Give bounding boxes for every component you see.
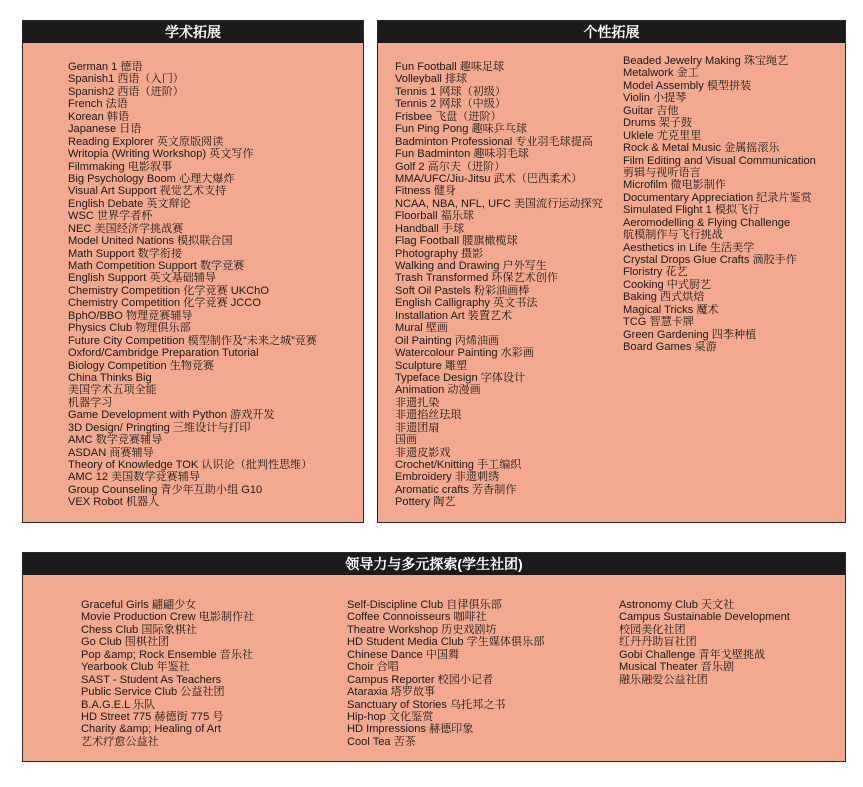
list-item: B.A.G.E.L 乐队 <box>81 698 156 711</box>
list-item: Group Counseling 青少年互助小组 G10 <box>68 483 263 496</box>
list-item: 非遗扎染 <box>395 396 440 409</box>
list-item: Violin 小提琴 <box>623 92 687 105</box>
list-item: 红丹丹助盲社团 <box>619 636 697 649</box>
list-item: English Calligraphy 英文书法 <box>395 297 538 310</box>
academic-panel <box>22 20 364 523</box>
list-item: Chemistry Competition 化学竞赛 UKChO <box>68 284 269 297</box>
list-item: Mural 壁画 <box>395 322 449 335</box>
list-item: BphO/BBO 物理竞赛辅导 <box>68 309 193 322</box>
list-item: HD Impressions 赫德印象 <box>347 723 474 736</box>
list-item: Choir 合唱 <box>347 661 399 674</box>
list-item: Badminton Professional 专业羽毛球提高 <box>395 135 593 148</box>
list-item: Reading Explorer 英文原版阅读 <box>68 135 224 148</box>
list-item: Fun Football 趣味足球 <box>395 61 505 73</box>
list-item: Guitar 吉他 <box>623 104 679 117</box>
list-item: AMC 12 美国数学竞赛辅导 <box>68 471 200 484</box>
list-item: Oxford/Cambridge Preparation Tutorial <box>68 347 259 360</box>
list-item: TCG 智慧卡牌 <box>623 316 694 329</box>
list-item: Fitness 健身 <box>395 185 457 198</box>
list-item: NEC 美国经济学挑战赛 <box>68 222 184 235</box>
list-item: Self-Discipline Club 自律俱乐部 <box>347 599 502 611</box>
list-item: HD Student Media Club 学生媒体俱乐部 <box>347 636 545 649</box>
list-item: Microfilm 微电影制作 <box>623 179 726 192</box>
leadership-list-col3 <box>619 599 790 686</box>
list-item: Go Club 围棋社团 <box>81 636 170 649</box>
list-item: 剪辑与视听语言 <box>623 166 701 179</box>
list-item: Cooking 中式厨艺 <box>623 278 712 291</box>
list-item: Physics Club 物理俱乐部 <box>68 322 191 335</box>
list-item: Board Games 桌游 <box>623 341 717 354</box>
list-item: Musical Theater 音乐剧 <box>619 661 735 674</box>
list-item: Sculpture 雕塑 <box>395 359 468 372</box>
list-item: Pottery 陶艺 <box>395 496 456 509</box>
list-item: ASDAN 商赛辅导 <box>68 446 154 459</box>
list-item: Model United Nations 模拟联合国 <box>68 235 233 248</box>
academic-list <box>68 61 317 509</box>
list-item: German 1 德语 <box>68 61 143 73</box>
list-item: Movie Production Crew 电影制作社 <box>81 611 255 624</box>
list-item: NCAA, NBA, NFL, UFC 美国流行运动探究 <box>395 197 603 210</box>
list-item: Model Assembly 模型拼装 <box>623 79 752 92</box>
list-item: Rock & Metal Music 金属摇滚乐 <box>623 142 780 155</box>
list-item: French 法语 <box>68 98 128 111</box>
list-item: Japanese 日语 <box>68 123 142 136</box>
list-item: Handball 手球 <box>395 222 465 235</box>
list-item: 非遗皮影戏 <box>395 446 451 459</box>
list-item: Writopia (Writing Workshop) 英文写作 <box>68 148 254 161</box>
list-item: Golf 2 高尔夫（进阶） <box>395 160 506 173</box>
list-item: Beaded Jewelry Making 珠宝绳艺 <box>623 55 789 67</box>
list-item: Drums 架子鼓 <box>623 117 693 130</box>
list-item: Embroidery 非遗刺绣 <box>395 471 500 484</box>
list-item: Spanish1 西语（入门） <box>68 73 184 86</box>
list-item: Theory of Knowledge TOK 认识论（批判性思维） <box>68 459 313 471</box>
list-item: SAST - Student As Teachers <box>81 673 222 686</box>
list-item: Aesthetics in Life 生活美学 <box>623 241 755 254</box>
list-item: 非遗掐丝珐琅 <box>395 409 462 422</box>
list-item: Gobi Challenge 青年戈壁挑战 <box>619 648 766 661</box>
list-item: Filmmaking 电影叙事 <box>68 160 173 173</box>
list-item: Biology Competition 生物竞赛 <box>68 359 215 372</box>
list-item: WSC 世界学者杯 <box>68 210 153 223</box>
leadership-panel <box>22 552 846 762</box>
list-item: 3D Design/ Pringting 三维设计与打印 <box>68 421 251 434</box>
list-item: 融乐融爱公益社团 <box>619 673 708 686</box>
list-item: Charity &amp; Healing of Art <box>81 723 221 736</box>
list-item: English Support 英文基础辅导 <box>68 272 216 285</box>
list-item: Crystal Drops Glue Crafts 滴胶手作 <box>623 254 797 266</box>
list-item: Ataraxia 塔罗故事 <box>347 686 436 699</box>
list-item: Film Editing and Visual Communication <box>623 154 816 167</box>
list-item: Typeface Design 字体设计 <box>395 371 526 384</box>
list-item: Coffee Connoisseurs 咖啡社 <box>347 611 487 624</box>
list-item: Game Development with Python 游戏开发 <box>68 409 275 422</box>
list-item: 国画 <box>395 434 418 447</box>
list-item: Fun Badminton 趣味羽毛球 <box>395 148 529 161</box>
list-item: Campus Reporter 校园小记者 <box>347 673 494 686</box>
list-item: Math Support 数学衔接 <box>68 247 183 260</box>
list-item: Chinese Dance 中国舞 <box>347 648 460 661</box>
list-item: Chemistry Competition 化学竞赛 JCCO <box>68 297 261 310</box>
list-item: Tennis 1 网球（初级） <box>395 85 506 98</box>
list-item: Astronomy Club 天文社 <box>619 599 735 611</box>
list-item: Crochet/Knitting 手工编织 <box>395 459 522 471</box>
list-item: MMA/UFC/Jiu-Jitsu 武术（巴西柔术） <box>395 172 583 185</box>
leadership-title: 领导力与多元探索(学生社团) <box>23 553 845 575</box>
list-item: Documentary Appreciation 纪录片鉴赏 <box>623 191 812 204</box>
list-item: Floorball 福乐球 <box>395 210 474 223</box>
list-item: Oil Painting 丙烯油画 <box>395 334 500 347</box>
list-item: Campus Sustainable Development <box>619 611 790 624</box>
list-item: Korean 韩语 <box>68 110 130 123</box>
list-item: Aeromodelling & Flying Challenge <box>623 216 791 229</box>
list-item: Frisbee 飞盘（进阶） <box>395 110 502 123</box>
list-item: Animation 动漫画 <box>395 384 481 397</box>
list-item: Public Service Club 公益社团 <box>81 686 225 699</box>
list-item: 机器学习 <box>68 396 113 409</box>
list-item: Photography 摄影 <box>395 247 484 260</box>
list-item: 非遗团扇 <box>395 421 440 434</box>
list-item: Simulated Flight 1 模拟飞行 <box>623 204 760 217</box>
list-item: HD Street 775 赫德街 775 号 <box>81 710 224 723</box>
list-item: Theatre Workshop 历史戏剧坊 <box>347 623 497 636</box>
list-item: English Debate 英文辩论 <box>68 197 191 210</box>
list-item: Volleyball 排球 <box>395 73 468 86</box>
list-item: Fun Ping Pong 趣味乒乓球 <box>395 123 527 136</box>
list-item: Aromatic crafts 芳香制作 <box>395 483 517 496</box>
list-item: Baking 西式烘焙 <box>623 291 705 304</box>
list-item: Chess Club 国际象棋社 <box>81 623 197 636</box>
list-item: Graceful Girls 翩翩少女 <box>81 599 197 611</box>
list-item: Pop &amp; Rock Ensemble 音乐社 <box>81 648 254 661</box>
list-item: Trash Transformed 环保艺术创作 <box>395 272 558 285</box>
list-item: Walking and Drawing 户外写生 <box>395 260 547 272</box>
list-item: Soft Oil Pastels 粉彩油画棒 <box>395 284 530 297</box>
list-item: Future City Competition 模型制作及“未来之城”竞赛 <box>68 334 318 347</box>
list-item: Yearbook Club 年鉴社 <box>81 661 190 674</box>
personal-list-col1 <box>395 61 603 509</box>
list-item: China Thinks Big <box>68 371 152 384</box>
list-item: VEX Robot 机器人 <box>68 496 160 509</box>
leadership-list-col1 <box>81 599 254 748</box>
list-item: Magical Tricks 魔术 <box>623 303 719 316</box>
list-item: Sanctuary of Stories 乌托邦之书 <box>347 698 506 711</box>
list-item: Spanish2 西语（进阶） <box>68 85 184 98</box>
list-item: Floristry 花艺 <box>623 266 688 279</box>
academic-title: 学术拓展 <box>23 21 363 43</box>
list-item: Visual Art Support 视觉艺术支持 <box>68 185 227 198</box>
list-item: 美国学术五项全能 <box>68 384 157 397</box>
list-item: AMC 数学竞赛辅导 <box>68 434 163 447</box>
list-item: Tennis 2 网球（中级） <box>395 98 506 111</box>
list-item: Metalwork 金工 <box>623 67 699 80</box>
personal-title: 个性拓展 <box>378 21 845 43</box>
list-item: 艺术疗愈公益社 <box>81 735 159 748</box>
leadership-list-col2 <box>347 599 544 748</box>
list-item: 校园美化社团 <box>619 623 686 636</box>
list-item: Hip-hop 文化鉴赏 <box>347 710 434 723</box>
list-item: Cool Tea 苦茶 <box>347 735 416 748</box>
list-item: Math Competition Support 数学竞赛 <box>68 260 245 272</box>
personal-panel <box>377 20 846 523</box>
list-item: Installation Art 装置艺术 <box>395 309 513 322</box>
list-item: Big Psychology Boom 心理大爆炸 <box>68 172 235 185</box>
list-item: Watercolour Painting 水彩画 <box>395 347 534 360</box>
list-item: Green Gardening 四季种植 <box>623 328 757 341</box>
personal-list-col2 <box>623 55 816 354</box>
list-item: Flag Football 腰旗橄榄球 <box>395 235 518 248</box>
list-item: 航模制作与飞行挑战 <box>623 229 723 242</box>
list-item: Uklele 尤克里里 <box>623 129 702 142</box>
